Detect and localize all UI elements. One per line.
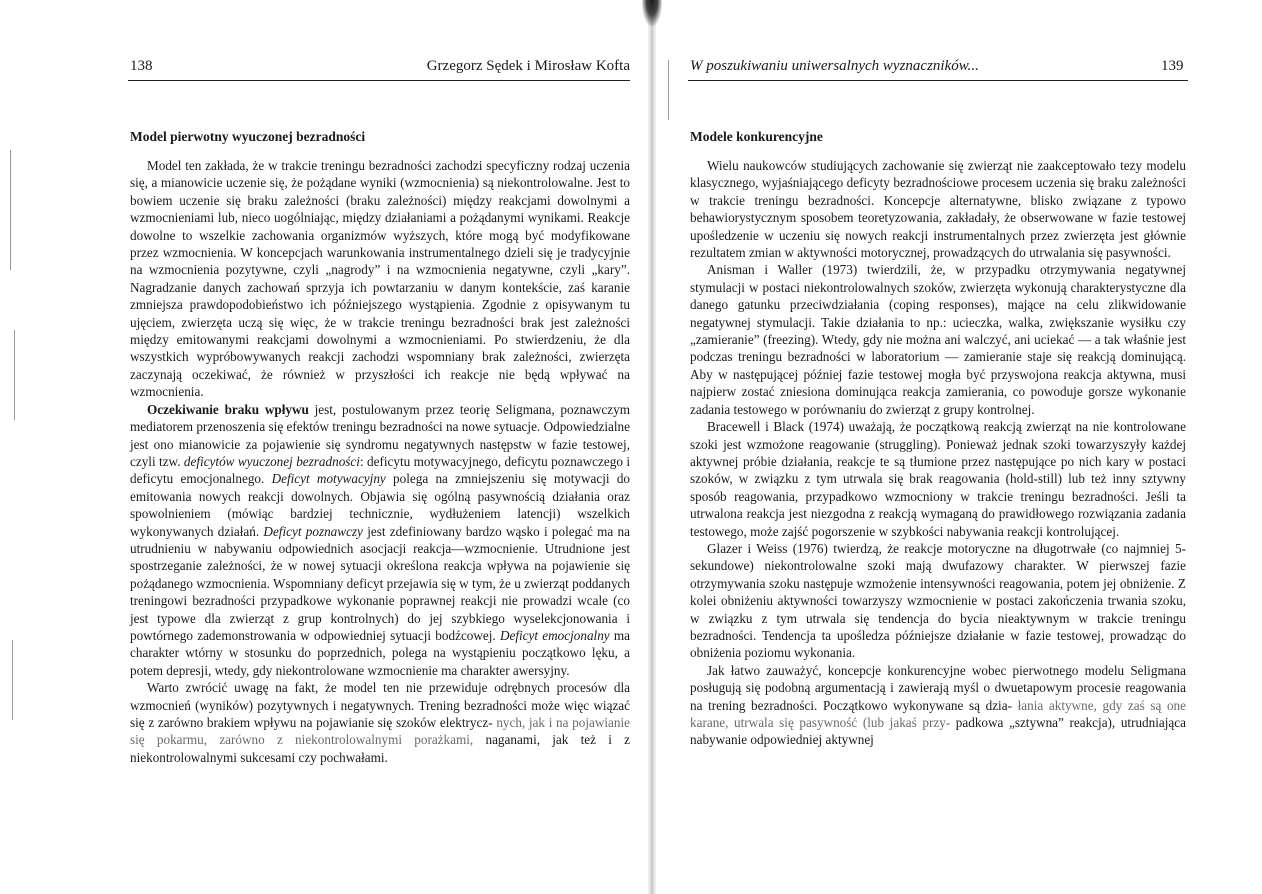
running-head-authors: Grzegorz Sędek i Mirosław Kofta [426, 58, 630, 74]
paragraph: Wielu naukowców studiujących zachowanie się zwierząt nie zaakceptowało tezy modelu klasycznego, wyjaśniającego deficyty bezradnościowe procesem uczenia się braku zależności w trakcie treningu bezradności. Koncepcje alternatywne, blisko związane z typowo behawiorystycznym sposobem teoretyzowania, zakładały, że obserwowane w fazie testowej upośledzenie w uczeniu się nowych reakcji instrumentalnych przez zwierzęta jest głównie rezultatem zmian w aktywności motorycznej, prowadzących do utrwalania się pasywności. [690, 158, 1186, 261]
right-page [656, 0, 1262, 894]
paragraph: Anisman i Waller (1973) twierdzili, że, w przypadku otrzymywania negatywnej stymulacji w postaci niekontrolowalnych szoków, zwierzęta wykonują charakterystyczne dla danego gatunku przeciwdziałania (coping responses), mające na celu zlikwidowanie negatywnej stymulacji. Takie działania to np.: ucieczka, walka, zwiększanie wysiłku czy „zamieranie” (freezing). Wtedy, gdy nie można ani walczyć, ani uciekać — a tak właśnie jest podczas treningu bezradności w laboratorium — zamieranie staje się reakcją dominującą. Aby w następującej później fazie testowej mogła być przyswojona reakcja aktywna, musi najpierw zostać zniesiona dominująca reakcja zamierania, co powoduje gorsze wykonanie zadania testowego w porównaniu do zwierząt z grupy kontrolnej. [690, 262, 1186, 417]
bold-term: Oczekiwanie braku wpływu [147, 401, 309, 417]
running-head-title: W poszukiwaniu uniwersalnych wyznaczników... [690, 58, 979, 74]
text-run: jest zdefiniowany bardzo wąsko i polegać ma na utrudnieniu w nabywaniu odpowiednich asocjacji reakcja—wzmocnienie. Utrudnione jest spostrzeganie zależności, że w nowej sytuacji określona reakcja wpływa na pojawienie się pożądanego wzmocnienia. Wspomniany deficyt przejawia się w tym, że u zwierząt poddanych treningowi bezradności przypadkowe wykonanie poprawnej reakcji nie prowadzi wcale (co jest typowe dla zwierząt z grup kontrolnych) do jej szybkiego wyselekcjonowania i powtórnego zademonstrowania w odpowiedniej sytuacji bodźcowej. [130, 523, 630, 643]
paragraph: Bracewell i Black (1974) uważają, że początkową reakcją zwierząt na nie kontrolowane szoki jest wzmożone reagowanie (struggling). Ponieważ jednak szoki towarzyszyły każdej aktywnej próbie działania, reakcje te są tłumione przez następujące po nich kary w postaci szoków, w związku z tym utrwala się brak reagowania (hold-still) lub też inny sztywny sposób reagowania, przypadkowo wzmocniony w trakcie treningu bezradności. Jeśli ta utrwalona reakcja jest niezgodna z reakcją wymaganą do prawidłowego rozwiązania zadania testowego, może zajść pogorszenie w szybkości nabywania reakcji kontrolującej. [690, 419, 1186, 539]
faded-text-run: nych, jak i na pojawianie się pokarmu, zarówno z niekontrolowalnymi porażkami, [130, 715, 631, 748]
section-title: Modele konkurencyjne [690, 129, 823, 144]
paragraph [130, 401, 630, 680]
header-rule [688, 80, 1188, 81]
section-title: Model pierwotny wyuczonej bezradności [130, 129, 366, 144]
paragraph: Model ten zakłada, że w trakcie treningu bezradności zachodzi specyficzny rodzaj uczenia się, a mianowicie uczenie się, że pożądane wyniki (wzmocnienia) są niekontrolowalne. Jest to bowiem uczenie się braku zależności (braku zależności) między reakcjami dowolnymi a wzmocnieniami lub, nieco uogólniając, między działaniami a pożądanymi wynikami. Reakcje dowolne to wszelkie zachowania organizmów wyższych, które mogą być modyfikowane przez wzmocnienia. W koncepcjach warunkowania instrumentalnego dzieli się je tradycyjnie na wzmocnienia pozytywne, czyli „nagrody” i na wzmocnienia negatywne, czyli „kary”. Nagradzanie danych zachowań sprzyja ich powtarzaniu w danym kontekście, zaś karanie zmniejsza prawdopodobieństwo ich późniejszego wystąpienia. Zgodnie z opisywanym tu ujęciem, zwierzęta uczą się więc, że w trakcie treningu bezradności brak jest zależności między emitowanymi reakcjami dowolnymi a wzmocnieniami. Po stwierdzeniu, że dla wszystkich wypróbowywanych reakcji zachodzi wspomniany brak zależności, zwierzęta zaczynają oczekiwać, że również w przyszłości ich reakcje nie będą wpływać na wzmocnienia. [130, 158, 630, 400]
text-run: polega na zmniejszeniu się motywacji do emitowania nowych reakcji dowolnych. Objawia się ogólną pasywnością działania oraz spowolnieniem (mówiąc bardziej technicznie, wydłużeniem latencji) wszelkich wykonywanych działań. [130, 471, 631, 539]
text-run: Jak łatwo zauważyć, koncepcje konkurencyjne wobec pierwotnego modelu Seligmana posługują się podobną argumentacją i zawierają myśl o dwuetapowym procesie reagowania na trening bezradności. Początkowo wykonywane są dzia- [690, 662, 1186, 713]
italic-term: Deficyt poznawczy [263, 523, 363, 539]
italic-term: Deficyt motywacyjny [271, 471, 386, 487]
text-run: jest, postulowanym przez teorię Seligmana, poznawczym mediatorem przenoszenia się efektów treningu bezradności na nowe sytuacje. Odpowiedzialne jest ono mianowicie za pojawienie się syndromu negatywnych następstw w fazie testowej, czyli tzw. [130, 401, 630, 469]
paragraph: Glazer i Weiss (1976) twierdzą, że reakcje motoryczne na długotrwałe (co najmniej 5-sekundowe) niekontrolowalne szoki mają dwufazowy charakter. W pierwszej fazie otrzymywania szoku następuje wzmożenie intensywności reagowania, potem jej obniżenie. Z kolei obniżeniu aktywności towarzyszy wzmocnienie w postaci zakończenia trwania szoku, w związku z tym utrwala się tendencja do bycia nieaktywnym w trakcie treningu bezradności. Tendencja ta upośledza późniejsze działanie w fazie testowej, prowadząc do obniżenia poziomu wykonania. [690, 540, 1186, 661]
italic-term: Deficyt emocjonalny [499, 627, 610, 643]
book-gutter [648, 0, 656, 894]
paragraph [130, 679, 630, 766]
left-body-text [130, 157, 630, 766]
paragraph [690, 662, 1186, 749]
header-rule [128, 80, 630, 81]
text-run: ma charakter wtórny w stosunku do poprzednich, polega na wystąpieniu początkowo lęku, a potem depresji, wtedy, gdy niekontrolowane wzmocnienie ma charakter awersyjny. [130, 627, 630, 678]
page-number: 139 [1161, 58, 1184, 74]
text-run: Warto zwrócić uwagę na fakt, że model ten nie przewiduje odrębnych procesów dla wzmocnień (wyników) pozytywnych i negatywnych. Trening bezradności może więc wiązać się z zarówno brakiem wpływu na pojawianie się szoków elektrycz- [130, 680, 630, 730]
italic-term: deficytów wyuczonej bezradności [183, 453, 360, 469]
text-run: : deficytu motywacyjnego, deficytu poznawczego i deficytu emocjonalnego. [130, 453, 630, 487]
faded-text-run: łania aktywne, gdy zaś są one karane, utrwala się pasywność (lub jakaś przy- [690, 697, 1187, 730]
page-number: 138 [130, 58, 153, 74]
right-body-text [690, 157, 1186, 749]
text-run: naganami, jak też i z niekontrolowalnymi sukcesami czy pochwałami. [130, 732, 631, 765]
text-run: padkowa „sztywna” reakcja), utrudniająca nabywanie odpowiedniej aktywnej [690, 715, 1186, 748]
